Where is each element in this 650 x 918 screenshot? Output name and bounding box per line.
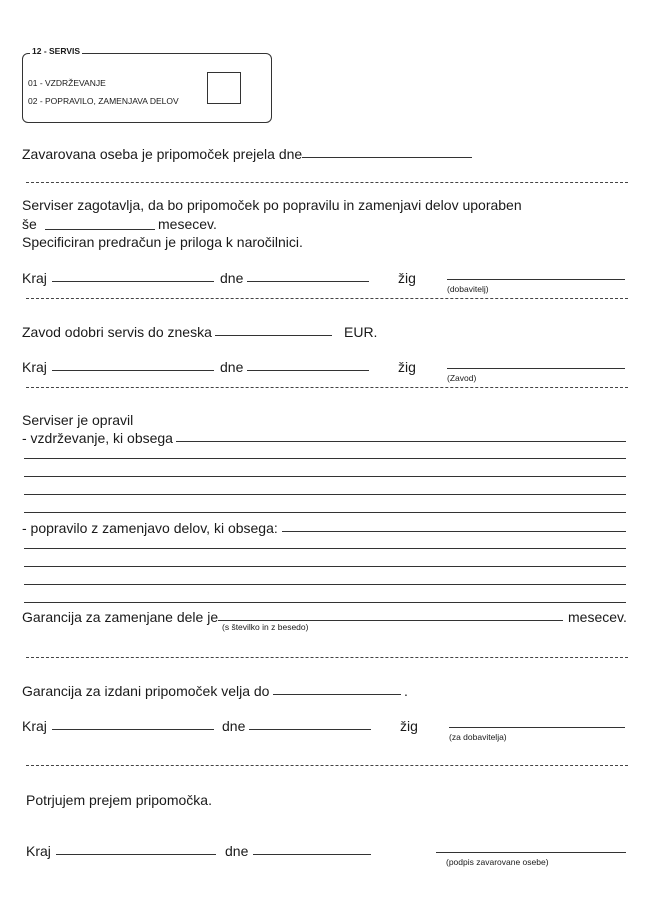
received-date-label: Zavarovana oseba je pripomoček prejela dne xyxy=(22,146,303,162)
stamp-label: žig xyxy=(398,359,416,375)
place-label: Kraj xyxy=(22,359,47,375)
months-prefix: še xyxy=(22,216,37,232)
insured-person-signature-field[interactable] xyxy=(436,852,626,853)
maintenance-label: - vzdrževanje, ki obsega xyxy=(22,430,173,446)
section-divider-5 xyxy=(26,765,628,766)
section-divider-2 xyxy=(26,298,628,299)
maintenance-field-line[interactable] xyxy=(24,476,626,477)
institute-signature-field[interactable] xyxy=(447,368,625,369)
institute-signature-caption: (Zavod) xyxy=(447,373,477,383)
date-label: dne xyxy=(222,718,246,734)
maintenance-field-line[interactable] xyxy=(24,458,626,459)
servis-option-repair: 02 - POPRAVILO, ZAMENJAVA DELOV xyxy=(28,96,179,106)
months-usable-field[interactable] xyxy=(45,229,155,230)
place-label: Kraj xyxy=(22,270,47,286)
repair-field-line[interactable] xyxy=(24,602,626,603)
section-divider-4 xyxy=(26,657,628,658)
maintenance-field-line[interactable] xyxy=(24,494,626,495)
section-divider-3 xyxy=(26,387,628,388)
date-field[interactable] xyxy=(247,370,369,371)
place-label: Kraj xyxy=(26,843,51,859)
approved-amount-label: Zavod odobri servis do zneska xyxy=(22,324,212,340)
servis-option-maintenance: 01 - VZDRŽEVANJE xyxy=(28,78,106,88)
stamp-label: žig xyxy=(398,270,416,286)
insured-person-signature-caption: (podpis zavarovane osebe) xyxy=(446,857,549,867)
repair-field-line[interactable] xyxy=(24,566,626,567)
device-warranty-field[interactable] xyxy=(273,694,401,695)
currency-label: EUR. xyxy=(344,324,378,340)
servis-title: 12 - SERVIS xyxy=(32,46,81,56)
repair-field-line[interactable] xyxy=(24,584,626,585)
device-warranty-period: . xyxy=(404,683,408,699)
for-supplier-signature-caption: (za dobavitelja) xyxy=(449,732,507,742)
date-field[interactable] xyxy=(249,729,371,730)
place-field[interactable] xyxy=(56,854,216,855)
place-label: Kraj xyxy=(22,718,47,734)
date-label: dne xyxy=(220,359,244,375)
device-warranty-label: Garancija za izdani pripomoček velja do xyxy=(22,683,270,699)
parts-warranty-label: Garancija za zamenjane dele je xyxy=(22,609,219,625)
repair-field-line[interactable] xyxy=(24,548,626,549)
maintenance-field[interactable] xyxy=(176,441,626,442)
repair-label: - popravilo z zamenjavo delov, ki obsega: xyxy=(22,520,278,536)
approved-amount-field[interactable] xyxy=(215,335,332,336)
for-supplier-signature-field[interactable] xyxy=(449,727,625,728)
date-field[interactable] xyxy=(247,281,369,282)
servis-code-checkbox[interactable] xyxy=(207,72,241,104)
warranty-statement: Serviser zagotavlja, da bo pripomoček po popravilu in zamenjavi delov uporaben xyxy=(22,197,522,213)
place-field[interactable] xyxy=(52,281,214,282)
parts-warranty-unit: mesecev. xyxy=(568,609,627,625)
receipt-confirmation: Potrjujem prejem pripomočka. xyxy=(26,792,212,808)
date-label: dne xyxy=(220,270,244,286)
parts-warranty-field[interactable] xyxy=(218,620,563,621)
supplier-signature-caption: (dobavitelj) xyxy=(447,284,489,294)
months-suffix: mesecev. xyxy=(158,216,217,232)
supplier-signature-field[interactable] xyxy=(447,279,625,280)
estimate-note: Specificiran predračun je priloga k naročilnici. xyxy=(22,234,303,250)
place-field[interactable] xyxy=(52,370,214,371)
section-divider-1 xyxy=(26,182,628,183)
date-field[interactable] xyxy=(253,854,371,855)
received-date-field[interactable] xyxy=(302,157,472,158)
repair-field[interactable] xyxy=(282,531,626,532)
date-label: dne xyxy=(225,843,249,859)
service-performed-title: Serviser je opravil xyxy=(22,412,134,428)
place-field[interactable] xyxy=(52,729,214,730)
parts-warranty-hint: (s številko in z besedo) xyxy=(222,622,309,632)
stamp-label: žig xyxy=(400,718,418,734)
maintenance-field-line[interactable] xyxy=(24,512,626,513)
